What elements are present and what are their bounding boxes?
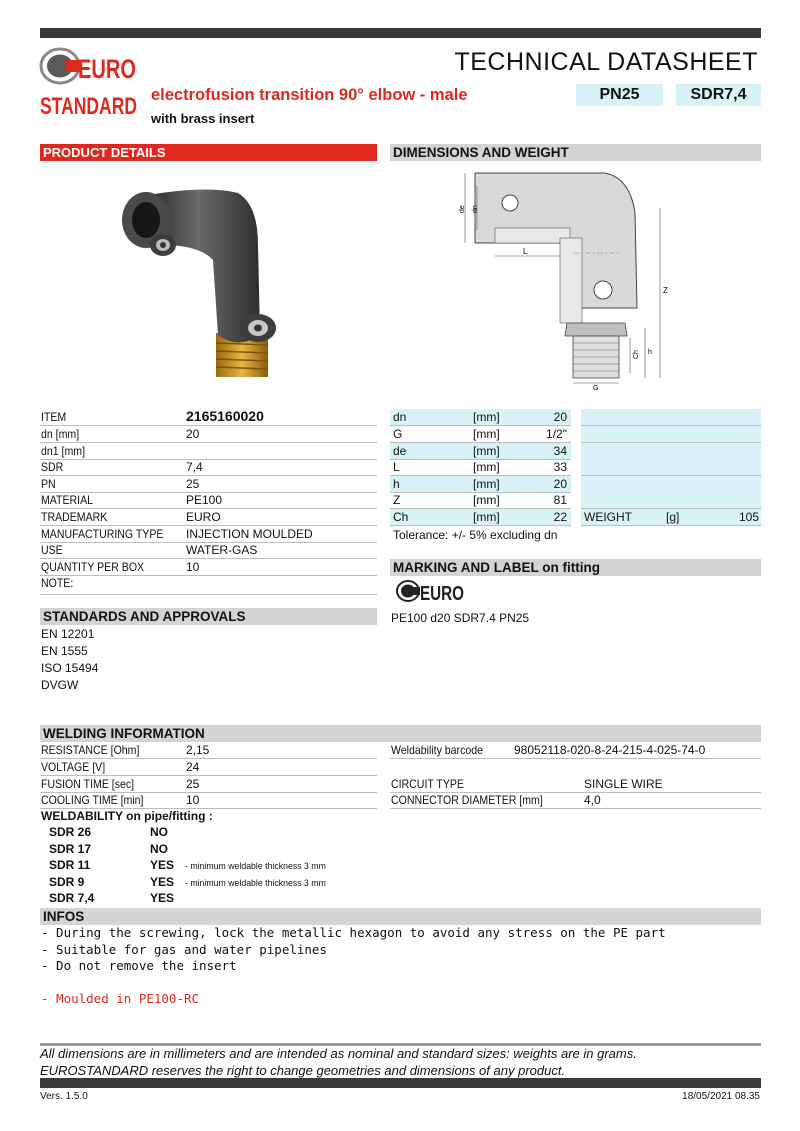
dimension-value: 33: [553, 460, 567, 474]
weight-value: 105: [738, 510, 759, 524]
detail-value: 10: [186, 560, 200, 574]
sdr-label: SDR 26: [49, 825, 92, 839]
weight-row: [581, 509, 761, 526]
date-text: 18/05/2021 08.35: [682, 1091, 760, 1102]
dimension-value: 20: [553, 477, 567, 491]
dimension-name: de: [393, 444, 407, 458]
standards-heading: STANDARDS AND APPROVALS: [40, 608, 377, 625]
welding-key: FUSION TIME [sec]: [41, 777, 135, 791]
standard-item: ISO 15494: [41, 661, 99, 675]
dimension-row: [390, 409, 571, 426]
blank-cell: [581, 492, 761, 509]
dimension-value: 81: [553, 493, 567, 507]
eurostandard-logo: [40, 44, 138, 119]
dimension-unit: [mm]: [473, 427, 500, 441]
detail-row: [40, 476, 377, 493]
footer-line-2: EUROSTANDARD reserves the right to change geometries and dimensions of any product.: [40, 1063, 566, 1078]
logo-bottom-text: STANDARD: [40, 93, 137, 120]
welding-key: RESISTANCE [Ohm]: [41, 743, 140, 757]
sdr-badge: SDR7,4: [676, 84, 761, 106]
drawing-label-h: h: [648, 349, 652, 356]
welding-key: COOLING TIME [min]: [41, 793, 144, 807]
infos-heading: INFOS: [40, 908, 761, 925]
product-subtitle: electrofusion transition 90° elbow - male: [151, 86, 468, 104]
detail-value: 20: [186, 427, 200, 441]
weight-unit: [g]: [666, 510, 680, 524]
dimension-name: dn: [393, 410, 407, 424]
detail-value: 25: [186, 477, 200, 491]
product-image: [108, 185, 308, 385]
dimension-value: 34: [553, 444, 567, 458]
detail-row: [40, 526, 377, 543]
detail-row: [40, 443, 377, 460]
barcode-value: 98052118-020-8-24-215-4-025-74-0: [514, 743, 706, 757]
info-line: - Do not remove the insert: [41, 958, 237, 973]
footer-line-1: All dimensions are in millimeters and are intended as nominal and standard sizes: weights are in grams.: [40, 1046, 637, 1061]
detail-value: WATER-GAS: [186, 543, 258, 557]
logo-top-text: EURO: [78, 54, 136, 84]
welding-value: 2,15: [186, 743, 210, 757]
detail-value: 7,4: [186, 460, 203, 474]
detail-key: QUANTITY PER BOX: [41, 560, 145, 574]
detail-row: [40, 542, 377, 559]
drawing-label-de: de: [459, 205, 466, 213]
dimension-row: [390, 476, 571, 493]
welding-key: VOLTAGE [V]: [41, 760, 106, 774]
drawing-label-dn: dn: [472, 205, 479, 213]
weldability-heading: WELDABILITY on pipe/fitting :: [41, 809, 213, 823]
info-line: - During the screwing, lock the metallic hexagon to avoid any stress on the PE part: [41, 925, 666, 940]
welding-row: [40, 792, 377, 809]
welding-row: [40, 742, 377, 759]
detail-key: MATERIAL: [41, 493, 94, 507]
sdr-status: NO: [150, 825, 168, 839]
detail-row: [40, 459, 377, 476]
sdr-note: - minimum weldable thickness 3 mm: [185, 861, 326, 872]
standard-item: EN 12201: [41, 627, 95, 641]
detail-row: [40, 426, 377, 443]
sdr-label: SDR 9: [49, 875, 85, 889]
sdr-status: YES: [150, 875, 175, 889]
dimension-row: [390, 426, 571, 443]
info-red-line: - Moulded in PE100-RC: [41, 991, 200, 1006]
connector-label: CONNECTOR DIAMETER [mm]: [391, 793, 543, 807]
detail-key: USE: [41, 543, 63, 557]
drawing-label-l: L: [523, 247, 528, 256]
dimension-unit: [mm]: [473, 493, 500, 507]
product-details-heading: PRODUCT DETAILS: [40, 144, 377, 161]
drawing-label-z: Z: [663, 286, 668, 295]
drawing-label-g: G: [593, 385, 599, 392]
pn-badge: PN25: [576, 84, 663, 106]
dimension-name: Ch: [393, 510, 409, 524]
detail-key: MANUFACTURING TYPE: [41, 527, 164, 541]
dimensions-heading: DIMENSIONS AND WEIGHT: [390, 144, 761, 161]
dimension-name: Z: [393, 493, 401, 507]
connector-value: 4,0: [584, 793, 601, 807]
circuit-value: SINGLE WIRE: [584, 777, 663, 791]
blank-cell: [581, 409, 761, 426]
marking-logo-text: EURO: [420, 583, 464, 605]
dimension-name: h: [393, 477, 400, 491]
welding-row: [40, 759, 377, 776]
dimension-name: L: [393, 460, 400, 474]
dimension-row: [390, 509, 571, 526]
sdr-note: - minimum weldable thickness 3 mm: [185, 878, 326, 889]
detail-row: [40, 509, 377, 526]
dimension-value: 22: [553, 510, 567, 524]
detail-key: dn1 [mm]: [41, 444, 86, 458]
dimension-unit: [mm]: [473, 510, 500, 524]
detail-row-item: [40, 409, 377, 426]
dimension-unit: [mm]: [473, 477, 500, 491]
sdr-label: SDR 11: [49, 858, 91, 872]
blank-cell: [581, 426, 761, 443]
detail-key: PN: [41, 477, 56, 491]
blank-cell: [581, 476, 761, 493]
welding-value: 10: [186, 793, 200, 807]
sdr-label: SDR 17: [49, 842, 92, 856]
detail-key: ITEM: [41, 410, 67, 424]
sdr-label: SDR 7,4: [49, 891, 95, 905]
blank-row: [390, 759, 761, 776]
sdr-status: YES: [150, 891, 175, 905]
detail-row-note: [40, 575, 377, 595]
dimension-row: [390, 492, 571, 509]
product-subtitle-secondary: with brass insert: [151, 111, 255, 126]
sdr-status: NO: [150, 842, 168, 856]
dimension-unit: [mm]: [473, 460, 500, 474]
bottom-bar: [40, 1078, 761, 1088]
top-bar: [40, 28, 761, 38]
sdr-status: YES: [150, 858, 175, 872]
welding-value: 25: [186, 777, 200, 791]
detail-row: [40, 559, 377, 576]
detail-value: EURO: [186, 510, 221, 524]
standard-item: DVGW: [41, 678, 79, 692]
marking-text: PE100 d20 SDR7.4 PN25: [391, 611, 530, 625]
dimension-value: 1/2": [546, 427, 567, 441]
drawing-label-ch: Ch: [633, 350, 640, 359]
technical-drawing: [455, 168, 675, 390]
marking-logo: [396, 578, 466, 604]
tolerance-note: Tolerance: +/- 5% excluding dn: [393, 528, 558, 542]
barcode-label: Weldability barcode: [391, 743, 483, 757]
connector-row: [390, 792, 761, 809]
page-title: TECHNICAL DATASHEET: [454, 48, 758, 76]
weight-label: WEIGHT: [584, 510, 632, 524]
detail-key: TRADEMARK: [41, 510, 108, 524]
dimension-row: [390, 443, 571, 460]
welding-heading: WELDING INFORMATION: [40, 725, 761, 742]
dimension-row: [390, 459, 571, 476]
standard-item: EN 1555: [41, 644, 88, 658]
blank-cell: [581, 459, 761, 476]
welding-value: 24: [186, 760, 200, 774]
dimension-value: 20: [553, 410, 567, 424]
marking-heading: MARKING AND LABEL on fitting: [390, 559, 761, 576]
detail-value: INJECTION MOULDED: [186, 527, 313, 541]
item-code: 2165160020: [186, 408, 264, 424]
info-line: - Suitable for gas and water pipelines: [41, 942, 327, 957]
detail-key: dn [mm]: [41, 427, 80, 441]
circuit-row: [390, 776, 761, 793]
circuit-label: CIRCUIT TYPE: [391, 777, 464, 791]
detail-key: NOTE:: [41, 576, 74, 590]
dimension-unit: [mm]: [473, 410, 500, 424]
detail-key: SDR: [41, 460, 64, 474]
detail-row: [40, 492, 377, 509]
dimension-unit: [mm]: [473, 444, 500, 458]
version-text: Vers. 1.5.0: [40, 1091, 88, 1102]
detail-value: PE100: [186, 493, 223, 507]
welding-row: [40, 776, 377, 793]
blank-cell: [581, 443, 761, 460]
dimension-name: G: [393, 427, 403, 441]
barcode-row: [390, 742, 761, 759]
